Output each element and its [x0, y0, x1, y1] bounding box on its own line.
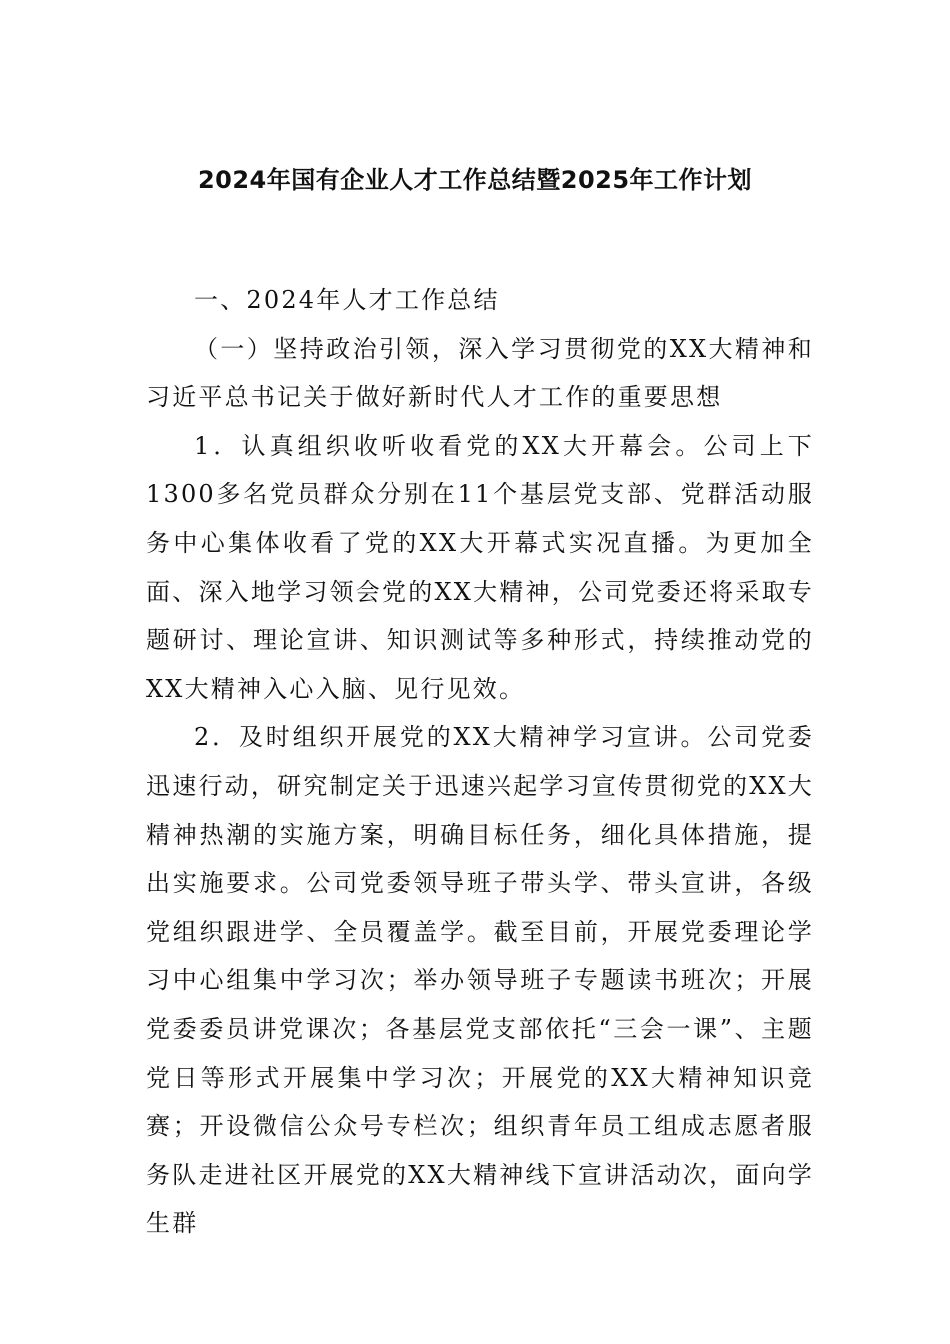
body-paragraph: 2．及时组织开展党的XX大精神学习宣讲。公司党委迅速行动，研究制定关于迅速兴起学习宣传贯彻党的XX大精神热潮的实施方案，明确目标任务，细化具体措施，提出实施要求。公司党委领导班子带头学、带头宣讲，各级党组织跟进学、全员覆盖学。截至目前，开展党委理论学习中心组集中学习次；举办领导班子专题读书班次；开展党委委员讲党课次；各基层党支部依托“三会一课”、主题党日等形式开展集中学习次；开展党的XX大精神知识竞赛；开设微信公众号专栏次；组织青年员工组成志愿者服务队走进社区开展党的XX大精神线下宣讲活动次，面向学生群	[146, 723, 814, 1238]
section-heading: 一、2024年人才工作总结	[194, 286, 500, 314]
document-title: 2024年国有企业人才工作总结暨2025年工作计划	[197, 166, 753, 194]
subsection-heading: （一）坚持政治引领，深入学习贯彻党的XX大精神和习近平总书记关于做好新时代人才工作的重要思想	[146, 334, 814, 412]
document-body	[146, 276, 814, 1248]
body-paragraph: 1．认真组织收听收看党的XX大开幕会。公司上下1300多名党员群众分别在11个基层党支部、党群活动服务中心集体收看了党的XX大开幕式实况直播。为更加全面、深入地学习领会党的XX大精神，公司党委还将采取专题研讨、理论宣讲、知识测试等多种形式，持续推动党的XX大精神入心入脑、见行见效。	[146, 431, 814, 703]
